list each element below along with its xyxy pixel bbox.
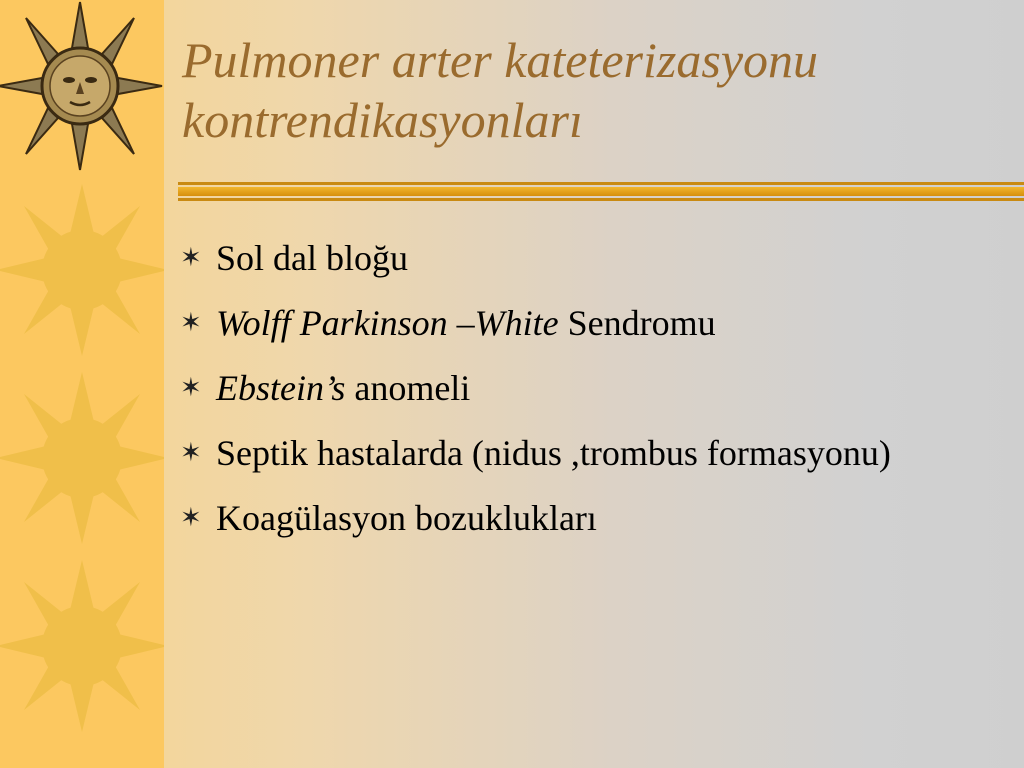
decorative-sun-band bbox=[0, 0, 164, 768]
six-point-star-bullet-icon: ✶ bbox=[180, 373, 202, 402]
bullet-item bbox=[180, 232, 1000, 284]
bullet-text: Sol dal bloğu bbox=[216, 238, 409, 278]
bullet-item bbox=[180, 427, 1000, 479]
bullet-list bbox=[180, 232, 1000, 557]
bullet-text: Koagülasyon bozuklukları bbox=[216, 498, 597, 538]
title-divider bbox=[178, 182, 1024, 204]
six-point-star-bullet-icon: ✶ bbox=[180, 503, 202, 532]
bullet-item bbox=[180, 297, 1000, 349]
bullet-item bbox=[180, 492, 1000, 544]
bullet-item bbox=[180, 362, 1000, 414]
bullet-text-italic: Wolff Parkinson –White bbox=[216, 303, 559, 343]
bullet-text: Sendromu bbox=[558, 303, 716, 343]
six-point-star-bullet-icon: ✶ bbox=[180, 308, 202, 337]
six-point-star-bullet-icon: ✶ bbox=[180, 243, 202, 272]
slide-title-line-2: kontrendikasyonları bbox=[182, 92, 583, 148]
sun-icon bbox=[0, 556, 164, 736]
bullet-text-italic: Ebstein’s bbox=[216, 368, 346, 408]
slide-title-line-1: Pulmoner arter kateterizasyonu bbox=[182, 32, 819, 88]
six-point-star-bullet-icon: ✶ bbox=[180, 438, 202, 467]
bullet-text: Septik hastalarda (nidus ,trombus formasyonu) bbox=[216, 433, 891, 473]
sun-face-icon bbox=[0, 0, 164, 180]
sun-icon bbox=[0, 180, 164, 360]
sun-icon bbox=[0, 368, 164, 548]
slide-title bbox=[182, 30, 1012, 150]
bullet-text: anomeli bbox=[345, 368, 471, 408]
